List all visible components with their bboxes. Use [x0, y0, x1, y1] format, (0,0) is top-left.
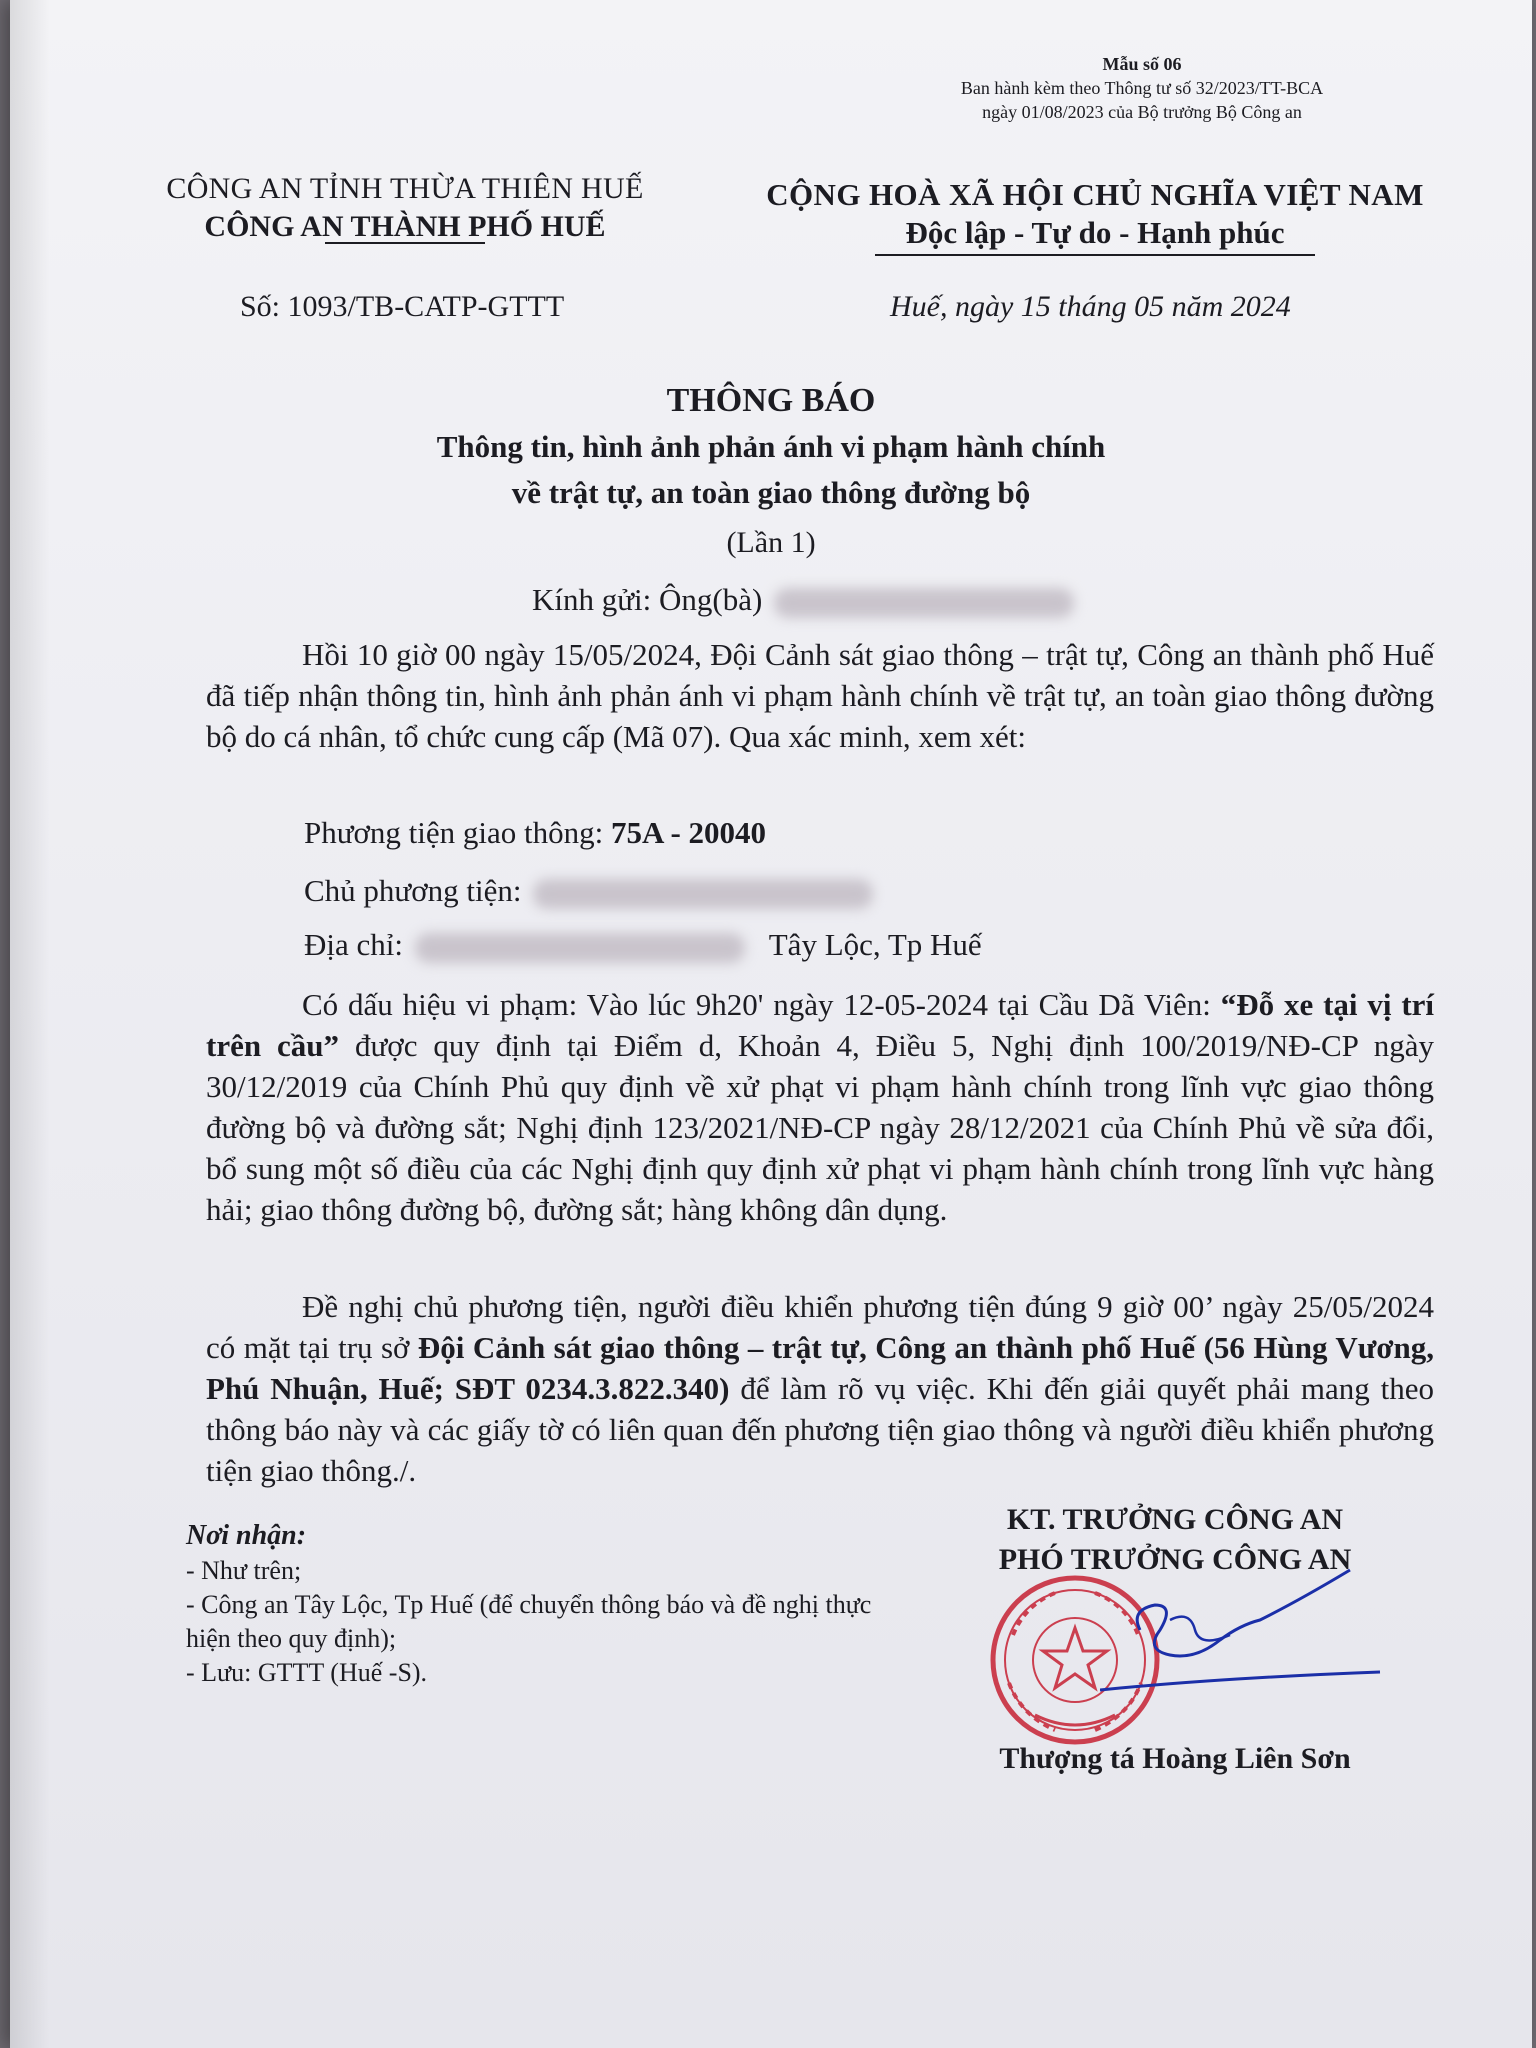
paragraph-request: [206, 1286, 1434, 1491]
signer-name: Thượng tá Hoàng Liên Sơn: [999, 1742, 1351, 1775]
motto-underline: [875, 254, 1315, 256]
violation-bold: “Đỗ xe tại vị trí trên cầu”: [206, 987, 1435, 1063]
vehicle-plate: 75A - 20040: [611, 815, 767, 850]
violation-rest: được quy định tại Điểm d, Khoản 4, Điều 5, Nghị định 100/2019/NĐ-CP ngày 30/12/2019 của Chính Phủ quy định về xử phạt vi phạm hành chính trong lĩnh vực giao thông đường bộ và đường sắt; Nghị định 123/2021/NĐ-CP ngày 28/12/2021 của Chính Phủ về sửa đổi, bổ sung một số điều của các Nghị định quy định xử phạt vi phạm hành chính trong lĩnh vực hàng hải; giao thông đường bộ, đường sắt; hàng không dân dụng.: [206, 1028, 1434, 1227]
request-lead: Đề nghị chủ phương tiện, người điều khiển phương tiện đúng 9 giờ 00’ ngày 25/05/2024 có mặt tại trụ sở: [206, 1289, 1434, 1365]
request-bold: Đội Cảnh sát giao thông – trật tự, Công an thành phố Huế (56 Hùng Vương, Phú Nhuận, Huế; SĐT 0234.3.822.340): [206, 1330, 1434, 1406]
redacted-owner: [533, 879, 873, 909]
owner-label: Chủ phương tiện:: [304, 873, 522, 908]
title-block: [10, 378, 1532, 566]
country-motto: Độc lập - Tự do - Hạnh phúc: [905, 215, 1285, 250]
paragraph-violation: [206, 984, 1434, 1230]
recipients-title: Nơi nhận:: [186, 1520, 307, 1551]
country-header: [730, 176, 1460, 256]
address-tail: Tây Lộc, Tp Huế: [768, 927, 982, 962]
document-paper: [10, 0, 1532, 2048]
document-number: Số: 1093/TB-CATP-GTTT: [240, 290, 565, 323]
document-subtitle-1: Thông tin, hình ảnh phản ánh vi phạm hành chính: [436, 429, 1106, 464]
form-note: [862, 52, 1422, 124]
recipient-item: - Lưu: GTTT (Huế -S).: [186, 1658, 428, 1687]
paragraph-intro: Hồi 10 giờ 00 ngày 15/05/2024, Đội Cảnh sát giao thông – trật tự, Công an thành phố Huế đã tiếp nhận thông tin, hình ảnh phản ánh vi phạm hành chính về trật tự, an toàn giao thông đường bộ do cá nhân, tổ chức cung cấp (Mã 07). Qua xác minh, xem xét:: [206, 637, 1434, 754]
agency-header: [120, 170, 690, 244]
greeting: [532, 582, 1074, 618]
vehicle-label: Phương tiện giao thông:: [304, 815, 612, 850]
form-note-line1: Ban hành kèm theo Thông tư số 32/2023/TT-BCA: [960, 78, 1324, 98]
redacted-name: [774, 588, 1074, 618]
signature-title-1: KT. TRƯỞNG CÔNG AN: [1006, 1503, 1344, 1536]
agency-parent: CÔNG AN TỈNH THỪA THIÊN HUẾ: [166, 172, 644, 205]
document-title: THÔNG BÁO: [666, 382, 876, 419]
notice-round: (Lần 1): [726, 526, 816, 559]
signature-title-2: PHÓ TRƯỞNG CÔNG AN: [998, 1543, 1352, 1576]
recipient-item: - Công an Tây Lộc, Tp Huế (để chuyển thông báo và đề nghị thực hiện theo quy định);: [186, 1590, 872, 1653]
signature-scribble: [1100, 1560, 1400, 1710]
document-subtitle-2: về trật tự, an toàn giao thông đường bộ: [511, 475, 1031, 510]
redacted-address: [415, 933, 745, 963]
form-number: Mẫu số 06: [1102, 54, 1182, 74]
greeting-label: Kính gửi: Ông(bà): [532, 582, 763, 617]
address-label: Địa chỉ:: [304, 927, 403, 962]
violation-lead: Có dấu hiệu vi phạm: Vào lúc 9h20' ngày 12-05-2024 tại Cầu Dã Viên:: [302, 987, 1221, 1022]
request-rest: để làm rõ vụ việc. Khi đến giải quyết phải mang theo thông báo này và các giấy tờ có liên quan đến phương tiện giao thông và người điều khiển phương tiện giao thông./.: [206, 1371, 1435, 1488]
vehicle-field: [304, 815, 766, 851]
document-date: Huế, ngày 15 tháng 05 năm 2024: [890, 290, 1291, 323]
form-note-line2: ngày 01/08/2023 của Bộ trưởng Bộ Công an: [982, 102, 1302, 122]
owner-field: [304, 873, 873, 909]
recipients: [186, 1518, 886, 1690]
address-field: [304, 927, 982, 963]
agency-name: CÔNG AN THÀNH PHỐ HUẾ: [204, 210, 606, 243]
recipient-item: - Như trên;: [186, 1556, 302, 1585]
country-name: CỘNG HOÀ XÃ HỘI CHỦ NGHĨA VIỆT NAM: [766, 177, 1424, 212]
